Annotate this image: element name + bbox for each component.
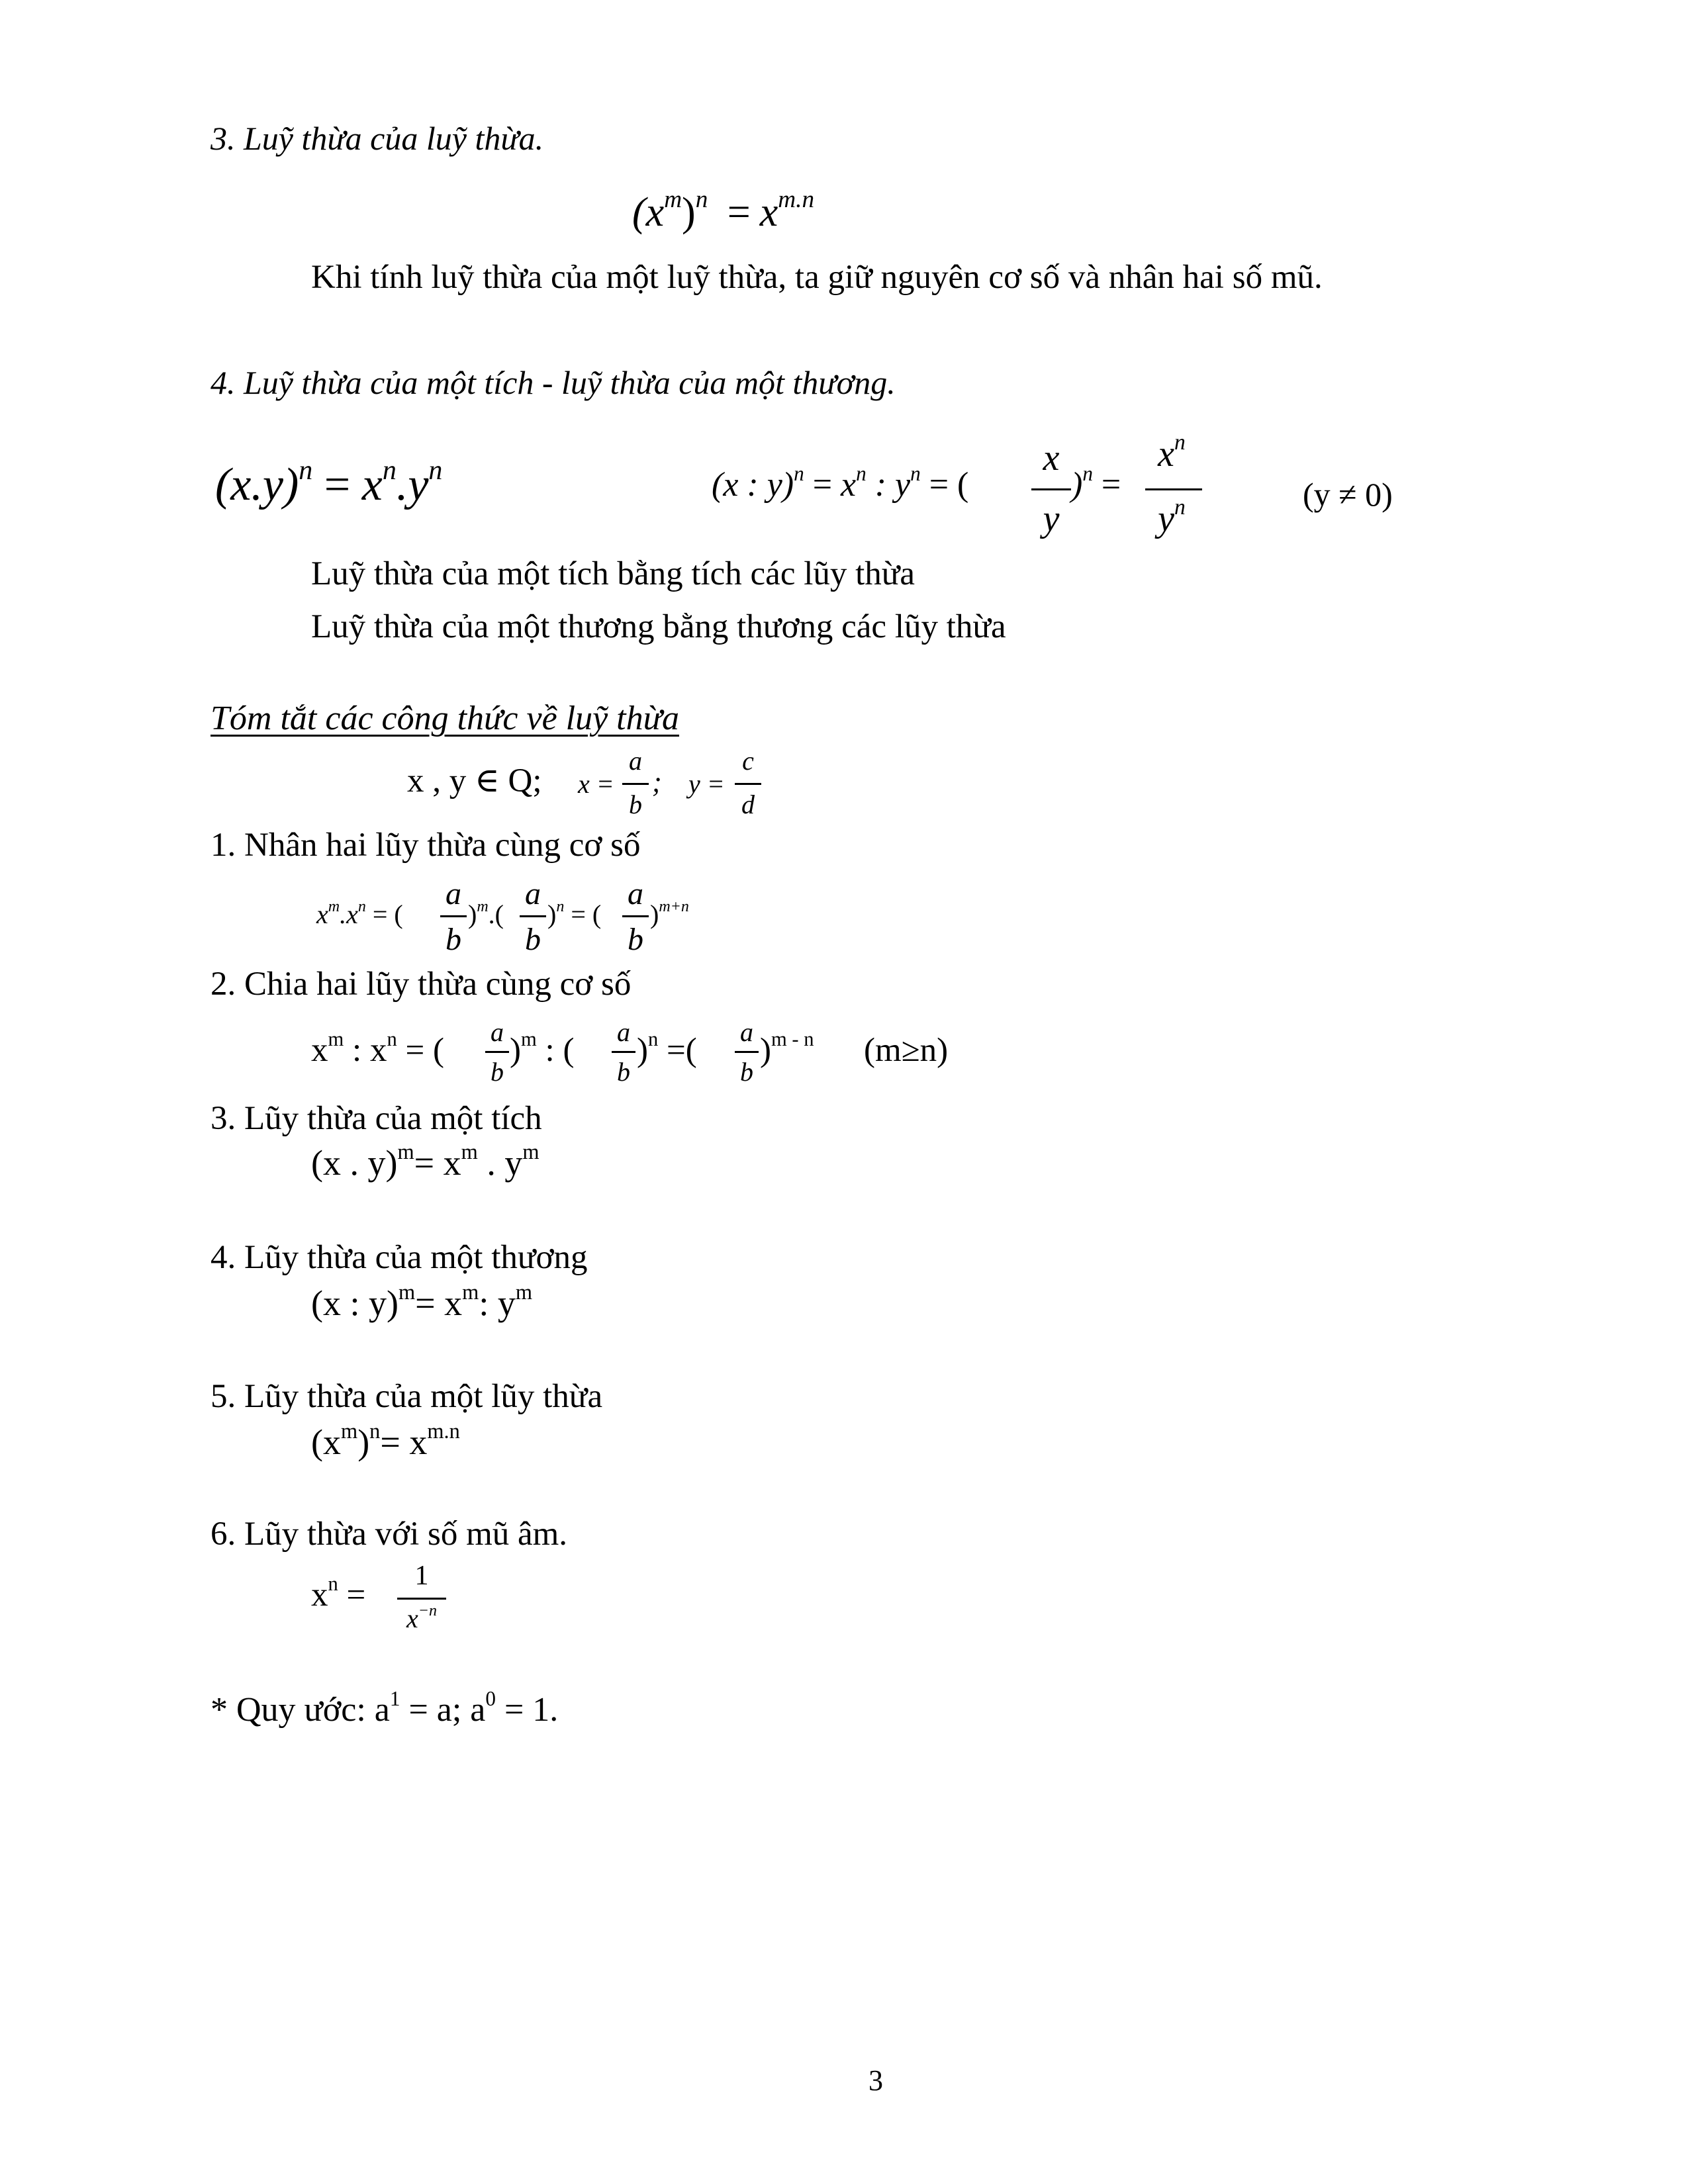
item3-formula: (x . $y)^m= x^m$ . $y^m$: [311, 1140, 539, 1183]
summary-title: Tóm tắt các công thức về luỹ thừa: [211, 700, 679, 737]
item4-title: 4. Lũy thừa của một thương: [211, 1239, 588, 1276]
section3-heading: 3. Luỹ thừa của luỹ thừa.: [211, 120, 544, 157]
item2-title: 2. Chia hai lũy thừa cùng cơ số: [211, 966, 632, 1003]
item1-title: 1. Nhân hai lũy thừa cùng cơ số: [211, 827, 641, 864]
item4-formula: (x : $y)^m= x^m$: $y^m$: [311, 1280, 533, 1323]
nonzero-condition: (y ≠ 0): [1303, 476, 1393, 513]
document-page: 3. Luỹ thừa của luỹ thừa. $(x^m)^n = x^{m.n}$ Khi tính luỹ thừa của một luỹ thừa, ta giữ nguyên cơ số và nhân hai số mũ. 4. Luỹ thừa của một tích - luỹ thừa của một thương. $(x.y)^n = x^n.y^n$ (x : $y)^n = x^n$ : $y^n$ = ( x y )$^n$ = $x^n$ $y^n$ (y ≠ 0) Luỹ thừa của một tích bằng tích các lũy thừa Luỹ thừa của một thương bằng thương các lũy thừa Tóm tắt các công thức về luỹ thừa x , y ∈ Q; x = a b ; y = c d 1. Nhân hai lũy thừa cùng cơ số $x^m.x^n$ = ( a b )$^m$.( a b )$^n$ = ( a b )$^{m+n}$ 2. Chia hai lũy thừa cùng cơ số $x^m$ : $x^n$ = ( a b )$^m$ : ( a b )$^n$ =( a b )$^{m - n}$ (m≥n) 3. Lũy thừa của một tích (x . $y)^m= x^m$ . $y^m$ 4. Lũy thừa của một thương (x : $y)^m= x^m$: $y^m$ 5. Lũy thừa của một lũy thừa $(x^m)^n= x^{m.n}$ 6. Lũy thừa với số mũ âm. $x^n$ = 1 $x^{-n}$ * Quy ước: $a^1 = a$; $a^0 = 1$. 3: [211, 120, 1393, 2097]
quotient-result-den: $y^n$: [1158, 494, 1186, 539]
quotient-frac-den: y: [1043, 498, 1060, 539]
product-power-formula: $(x.y)^n = x^n.y^n$: [215, 455, 443, 510]
item3-title: 3. Lũy thừa của một tích: [211, 1100, 542, 1137]
quotient-result-bar: [1145, 488, 1202, 490]
quotient-frac-num: x: [1043, 437, 1060, 478]
rule-product: Luỹ thừa của một tích bằng tích các lũy thừa: [311, 555, 915, 592]
quotient-frac-bar: [1031, 488, 1071, 490]
item6-title: 6. Lũy thừa với số mũ âm.: [211, 1516, 568, 1553]
rule-quotient: Luỹ thừa của một thương bằng thương các lũy thừa: [311, 608, 1006, 645]
page-number: 3: [868, 2064, 883, 2097]
item5-title: 5. Lũy thừa của một lũy thừa: [211, 1378, 603, 1415]
section3-formula: $(x^m)^n = x^{m.n}$: [632, 186, 815, 235]
item5-formula: $(x^m)^n= x^{m.n}$: [311, 1419, 460, 1462]
section3-note: Khi tính luỹ thừa của một luỹ thừa, ta giữ nguyên cơ số và nhân hai số mũ.: [311, 259, 1323, 296]
section4-heading: 4. Luỹ thừa của một tích - luỹ thừa của một thương.: [211, 364, 896, 401]
convention: * Quy ước: $a^1 = a$; $a^0 = 1$.: [211, 1686, 559, 1729]
quotient-result-num: $x^n$: [1158, 430, 1186, 475]
